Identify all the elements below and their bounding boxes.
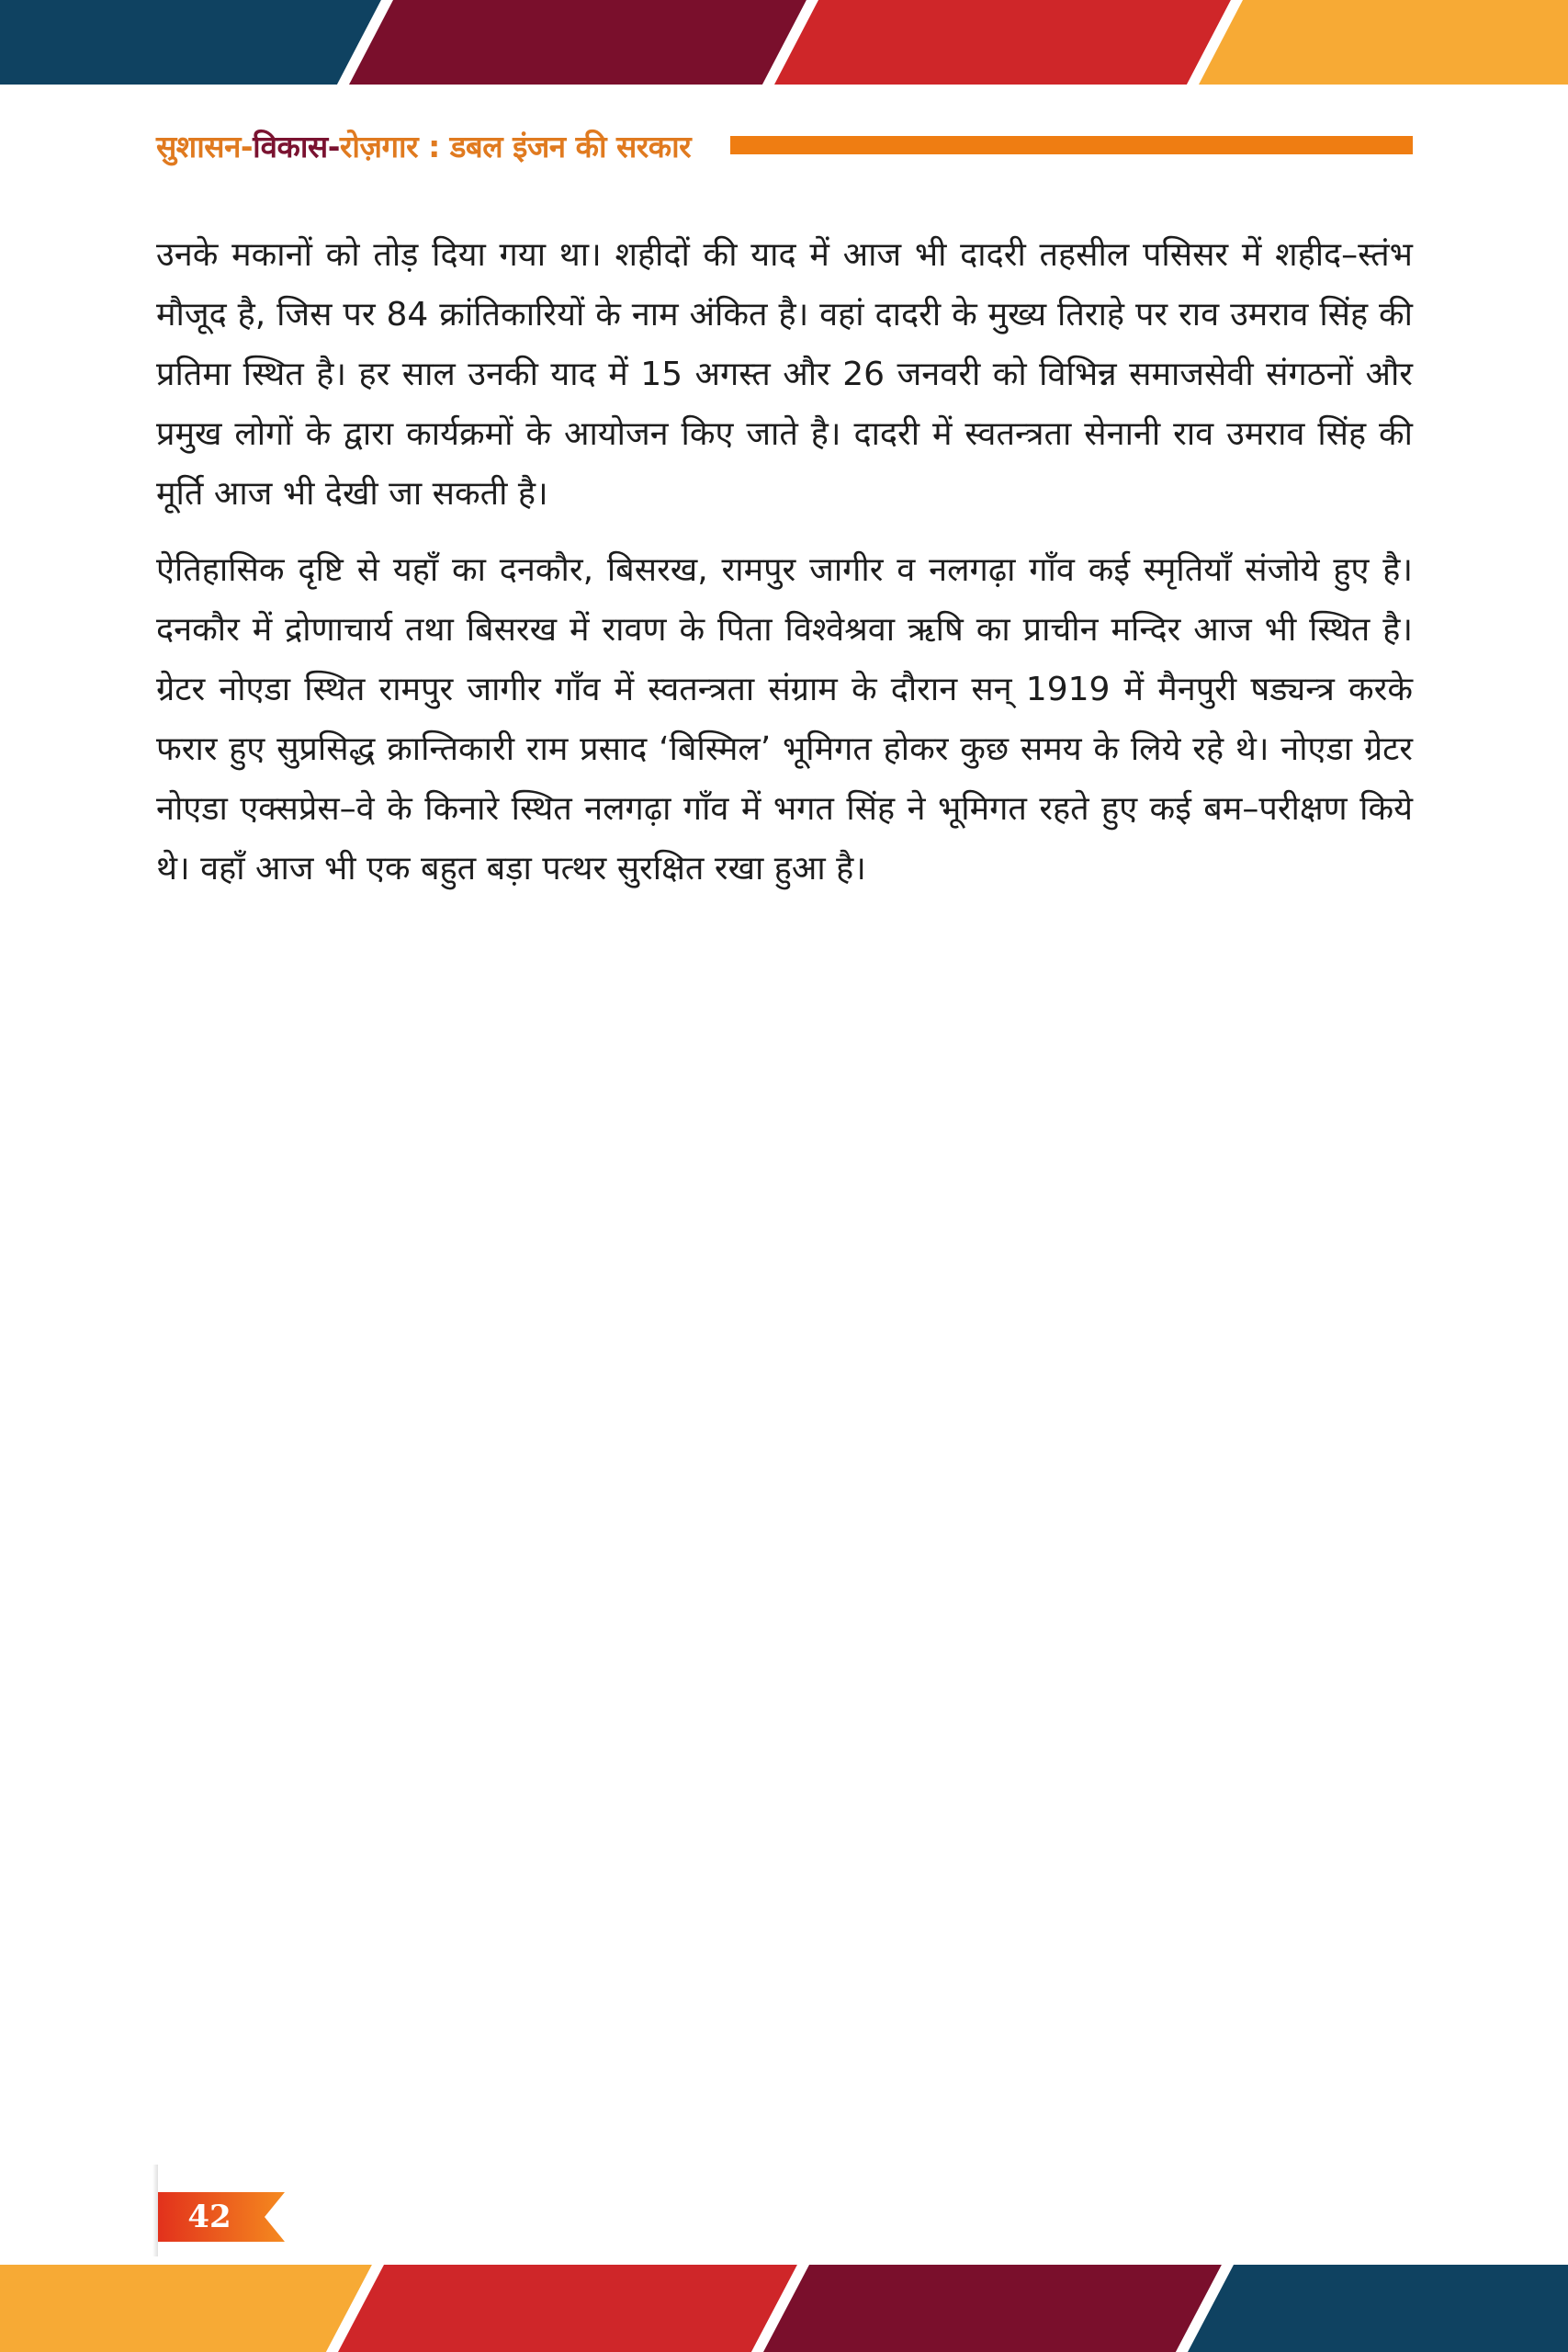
bottom-band-amber-segment — [0, 2265, 372, 2352]
top-color-band — [0, 0, 1568, 85]
top-band-red-segment — [774, 0, 1231, 85]
top-band-maroon-segment — [349, 0, 807, 85]
header-title-part-governance: सुशासन- — [156, 129, 254, 164]
page-number-tab — [158, 2192, 287, 2242]
top-band-navy-segment — [0, 0, 381, 85]
top-band-amber-segment — [1199, 0, 1568, 85]
running-header — [156, 127, 1413, 167]
bottom-band-red-segment — [338, 2265, 797, 2352]
header-title — [156, 127, 691, 167]
body-text — [156, 225, 1413, 915]
bottom-color-band — [0, 2265, 1568, 2352]
page-number: 42 — [187, 2199, 231, 2235]
body-paragraph-1: उनके मकानों को तोड़ दिया गया था। शहीदों की याद में आज भी दादरी तहसील पसिसर में शहीद–स्तंभ मौजूद है, जिस पर 84 क्रांतिकारियों के नाम अंकित है। वहां दादरी के मुख्य तिराहे पर राव उमराव सिंह की प्रतिमा स्थित है। हर साल उनकी याद में 15 अगस्त और 26 जनवरी को विभिन्न समाजसेवी संगठनों और प्रमुख लोगों के द्वारा कार्यक्रमों के आयोजन किए जाते है। दादरी में स्वतन्त्रता सेनानी राव उमराव सिंह की मूर्ति आज भी देखी जा सकती है। — [156, 236, 1413, 513]
header-title-part-employment: रोज़गार : डबल इंजन की सरकार — [339, 129, 692, 164]
bottom-band-navy-segment — [1188, 2265, 1568, 2352]
header-rule-bar — [730, 136, 1413, 154]
bottom-band-maroon-segment — [763, 2265, 1222, 2352]
header-title-part-development: विकास- — [253, 129, 340, 164]
body-paragraph-2: ऐतिहासिक दृष्टि से यहाँ का दनकौर, बिसरख, रामपुर जागीर व नलगढ़ा गाँव कई स्मृतियाँ संजोये हुए है। दनकौर में द्रोणाचार्य तथा बिसरख में रावण के पिता विश्वेश्रवा ऋषि का प्राचीन मन्दिर आज भी स्थित है। ग्रेटर नोएडा स्थित रामपुर जागीर गाँव में स्वतन्त्रता संग्राम के दौरान सन् 1919 में मैनपुरी षड्यन्त्र करके फरार हुए सुप्रसिद्ध क्रान्तिकारी राम प्रसाद ‘बिस्मिल’ भूमिगत होकर कुछ समय के लिये रहे थे। नोएडा ग्रेटर नोएडा एक्सप्रेस–वे के किनारे स्थित नलगढ़ा गाँव में भगत सिंह ने भूमिगत रहते हुए कई बम–परीक्षण किये थे। वहाँ आज भी एक बहुत बड़ा पत्थर सुरक्षित रखा हुआ है। — [156, 551, 1413, 888]
